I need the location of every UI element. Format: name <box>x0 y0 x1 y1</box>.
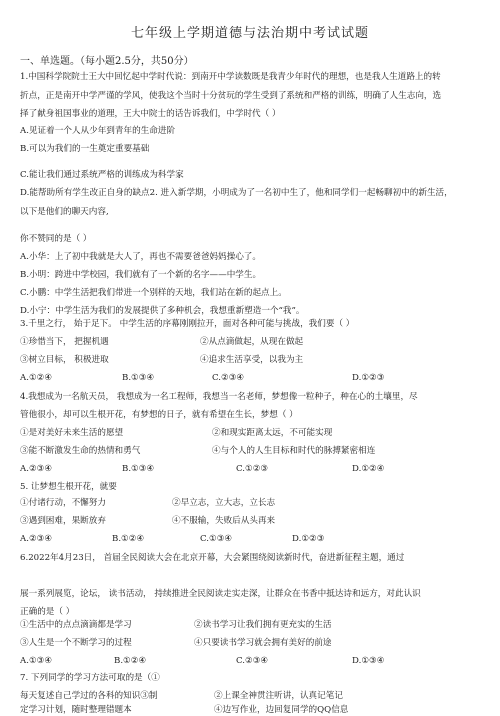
q4-stem-line-1: 4.我想成为一名航天员， 我想成为一名工程师，我想当一名老师，梦想像一粒种子，种在心的土壤里，尽 <box>20 392 418 402</box>
q5-option-a: A.②③④ <box>20 534 53 544</box>
q6-stem-line-3: 正确的是（ ） <box>20 607 75 617</box>
q4-option-c: C.①②③ <box>236 464 269 474</box>
q1-stem-line-1: 1.中国科学院院士王大中回忆起中学时代说：到南开中学读数既是我青少年时代的理想，也是我人生道路上的转 <box>20 72 441 82</box>
q2-option-b: B.小明：跨进中学校园，我们就有了一个新的名字——中学生。 <box>20 270 262 280</box>
q1-option-a: A.见证着一个人从少年到青年的生命进阶 <box>20 126 176 136</box>
q4-item-3: ③能不断激发生命的热情和勇气 <box>20 446 141 456</box>
q1-option-d-line-1: D.能帮助所有学生改正自身的缺点2. 进入新学期，小明成为了一名初中生了，他和同学们一起畅聊初中的新生活， <box>20 188 453 198</box>
q2-stem: 你不赞同的是（ ） <box>20 234 92 244</box>
q5-item-1: ①付诸行动，不懈努力 <box>20 498 106 508</box>
q6-option-b: B.①②④ <box>114 656 147 666</box>
q5-option-b: B.①②④ <box>112 534 145 544</box>
q7-line-2-right: ④边写作业，边回复同学的QQ信息 <box>214 705 349 715</box>
q6-item-3: ③人生是一个不断学习的过程 <box>20 638 132 648</box>
q6-item-4: ④只要读书学习就会拥有美好的前途 <box>194 638 332 648</box>
q6-item-2: ②读书学习让我们拥有更充实的生活 <box>194 620 332 630</box>
q5-stem: 5. 让梦想生根开花，就要 <box>20 482 117 492</box>
q6-item-1: ①生活中的点点滴滴都是学习 <box>20 620 132 630</box>
q7-line-1-left: 每天复述自己学过的各科的知识③制 <box>20 691 158 701</box>
q2-option-c: C.小鹏：中学生活把我们带进一个别样的天地，我们站在新的起点上。 <box>20 288 287 298</box>
q3-option-c: C.②③④ <box>212 373 245 383</box>
q6-stem-line-2: 展一系列展览，论坛， 读书活动， 持续推进全民阅读走实走深，让群众在书香中抵达诗和远方，对此认识 <box>20 589 421 599</box>
q7-line-2-left: 定学习计划，随时整理错题本 <box>20 705 132 715</box>
q3-option-a: A.①②④ <box>20 373 53 383</box>
q4-item-1: ①是对美好未来生活的愿望 <box>20 428 124 438</box>
q3-stem: 3.千里之行， 始于足下。 中学生活的序幕刚刚拉开，面对各种可能与挑战，我们要（ ） <box>20 319 355 329</box>
q6-option-c: C.②③④ <box>236 656 269 666</box>
q1-option-c: C.能让我们通过系统严格的训练成为科学家 <box>20 170 184 180</box>
q1-stem-line-3: 择了献身祖国事业的道理，王大中院士的话告诉我们，中学时代（ ） <box>20 109 281 119</box>
q4-option-d: D.①②④ <box>352 464 385 474</box>
q2-option-d: D.小宁：中学生活为我们的发展提供了多种机会，我想重新塑造一个“我”。 <box>20 306 305 316</box>
q3-item-1: ①珍惜当下， 把握机遇 <box>20 337 109 347</box>
q3-item-2: ②从点滴做起，从现在做起 <box>200 337 304 347</box>
q1-stem-line-2: 折点，正是南开中学严谨的学风，使我这个当时十分贫玩的学生受到了系统和严格的训练，明确了人生志向，选 <box>20 91 442 101</box>
q1-option-b: B.可以为我们的一生奠定重要基础 <box>20 144 150 154</box>
q6-stem-line-1: 6.2022年4月23日， 首届全民阅读大会在北京开幕，大会紧围绕阅读新时代，奋进新征程主题，通过 <box>20 553 405 563</box>
q7-line-1-right: ②上课全神贯注听讲，认真记笔记 <box>214 691 343 701</box>
q1-option-d-line-2: 以下是他们的聊天内容, <box>20 207 109 217</box>
q3-option-b: B.①③④ <box>122 373 155 383</box>
page-title: 七年级上学期道德与法治期中考试试题 <box>130 26 369 41</box>
q5-item-4: ④不服输，失败后从头再来 <box>172 516 276 526</box>
q4-stem-line-2: 管他很小，却可以生根开花，有梦想的日子，就有希望在生长，梦想（ ） <box>20 410 298 420</box>
q4-option-a: A.②③④ <box>20 464 53 474</box>
q3-option-d: D.①②③ <box>352 373 385 383</box>
q5-item-3: ③遇到困难，果断放弃 <box>20 516 106 526</box>
q5-option-c: C.①③④ <box>200 534 233 544</box>
q6-option-d: D.①③④ <box>352 656 385 666</box>
q5-item-2: ②早立志，立大志，立长志 <box>172 498 276 508</box>
section-heading: 一、单选题。（每小题2.5分，共50分） <box>20 56 194 67</box>
q2-option-a: A.小华：上了初中我就是大人了，再也不需要爸爸妈妈操心了。 <box>20 252 261 262</box>
q4-item-2: ②和现实距离太远，不可能实现 <box>212 428 333 438</box>
q7-stem: 7. 下列同学的学习方法可取的是（① <box>20 673 160 683</box>
q6-option-a: A.①③④ <box>20 656 53 666</box>
q5-option-d: D.①②③ <box>292 534 325 544</box>
q4-item-4: ④与个人的人生目标和时代的脉搏紧密相连 <box>212 446 376 456</box>
q3-item-4: ④追求生活享受，以我为主 <box>200 355 304 365</box>
q4-option-b: B.①③④ <box>122 464 155 474</box>
q3-item-3: ③树立目标， 积极进取 <box>20 355 109 365</box>
